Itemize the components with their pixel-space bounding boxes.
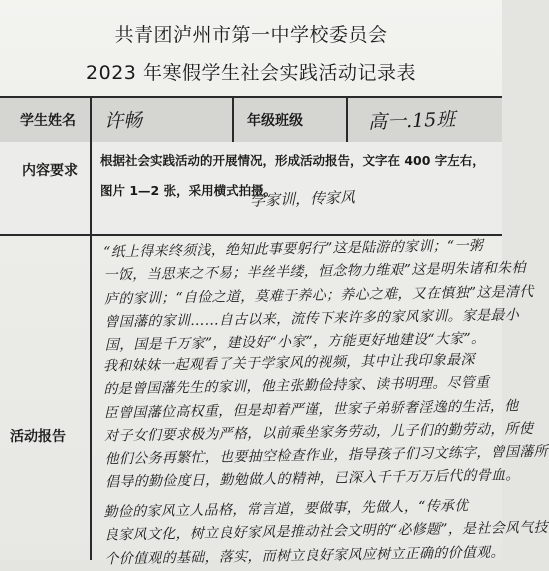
form-title: 2023 年寒假学生社会实践活动记录表 bbox=[86, 62, 416, 84]
report-line: 庐的家训；“自俭之道，莫难于养心；养心之难，又在慎独”这是清代 bbox=[103, 283, 534, 308]
table-divider bbox=[90, 96, 92, 560]
activity-report-label: 活动报告 bbox=[10, 429, 66, 445]
report-paragraph-2 bbox=[102, 349, 549, 496]
report-line: 倡导的勤俭度日，勤勉做人的精神，已深入千千万万后代的骨血。 bbox=[104, 467, 520, 491]
report-line: 我和妹妹一起观看了关于学家风的视频，其中让我印象最深 bbox=[102, 351, 475, 375]
report-line: 曾国藩的家训……自古以来，流传下来许多的家风家训。家是最小 bbox=[104, 307, 520, 331]
report-line: “纸上得来终须浅，绝知此事要躬行”这是陆游的家训；“一粥 bbox=[103, 237, 484, 261]
activity-record-form bbox=[0, 96, 549, 568]
report-line: 他们公务再繁忙，也要抽空检查作业，指导孩子们习文练字，曾国藩所 bbox=[104, 443, 549, 468]
report-paragraph-1 bbox=[103, 235, 534, 358]
report-line: 对子女们要求极为严格，以前乘坐家务劳动，儿子们的勤劳动，所使 bbox=[104, 420, 534, 445]
grade-class-label: 年级班级 bbox=[247, 113, 303, 129]
report-line: 臣曾国藩位高权重，但是却着严谨，世家子弟骄奢淫逸的生活，他 bbox=[103, 397, 519, 422]
grade-class-value: 高一.15班 bbox=[367, 108, 456, 134]
report-paragraph-3 bbox=[103, 495, 549, 571]
requirement-line: 根据社会实践活动的开展情况，形成活动报告，文字在 400 字左右， bbox=[100, 153, 485, 168]
student-name-value: 许畅 bbox=[103, 109, 143, 133]
report-line: 的是曾国藩先生的家训，他主张勤俭持家、读书明理。尽管重 bbox=[103, 375, 490, 398]
report-line: 国，国是千万家”，建设好“小家”，方能更好地建设“大家”。 bbox=[104, 330, 486, 354]
report-line: 一饭，当思来之不易；半丝半缕，恒念物力维艰”这是明朱诸和朱柏 bbox=[103, 260, 526, 284]
student-name-label: 学生姓名 bbox=[20, 113, 76, 129]
organization-title: 共青团泸州市第一中学校委员会 bbox=[114, 24, 388, 46]
requirement-line: 图片 1—2 张，采用横式拍摄。 bbox=[100, 183, 277, 198]
report-line: 勤俭的家风立人品格，常言道，要做事，先做人，“传承优 bbox=[103, 498, 469, 521]
requirement-label: 内容要求 bbox=[22, 163, 78, 179]
table-divider bbox=[346, 96, 348, 142]
report-line: 良家风文化，树立良好家风是推动社会文明的“必修题”，是社会风气技 bbox=[103, 520, 549, 544]
handwritten-topic: 学家训，传家风 bbox=[249, 188, 356, 210]
table-divider bbox=[232, 96, 234, 142]
table-divider bbox=[0, 234, 502, 236]
report-line: 个价值观的基础，落实，而树立良好家风应树立正确的价值观。 bbox=[104, 544, 505, 568]
student-info-row bbox=[0, 96, 502, 144]
